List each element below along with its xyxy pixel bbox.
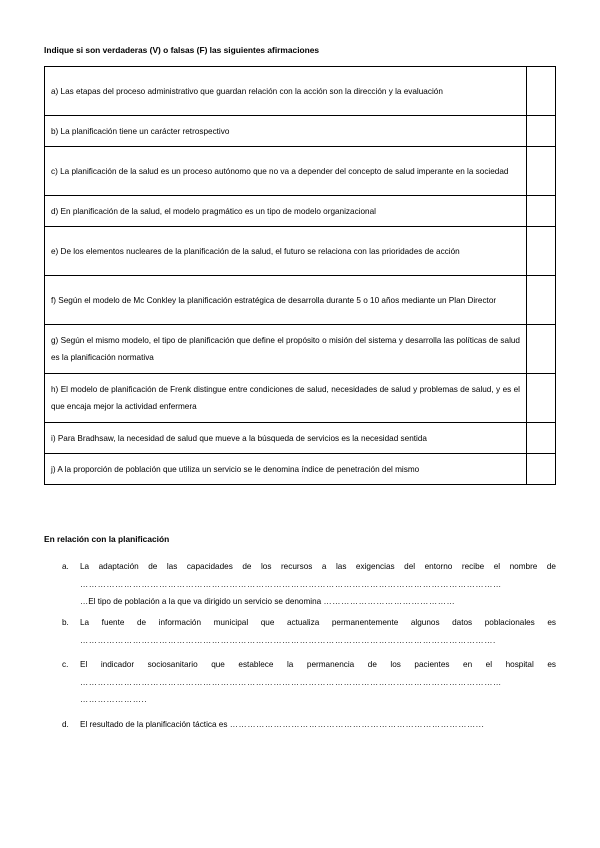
statement-cell: g) Según el mismo modelo, el tipo de planificación que define el propósito o misión del sistema y desarrolla las políticas de salud es la planificación normativa	[45, 325, 527, 374]
answer-blank[interactable]: …………………………………………………………………………...	[229, 720, 485, 729]
item-text: …El tipo de población a la que va dirigido un servicio se denomina	[80, 597, 322, 606]
answer-cell[interactable]	[527, 116, 556, 147]
item-letter: c.	[62, 660, 69, 669]
statement-cell: e) De los elementos nucleares de la planificación de la salud, el futuro se relaciona con las prioridades de acción	[45, 227, 527, 276]
table-row	[45, 276, 556, 325]
item-text: La adaptación de las capacidades de los recursos a las exigencias del entorno recibe el nombre de	[80, 562, 556, 571]
item-letter: b.	[62, 618, 69, 627]
item-letter: d.	[62, 720, 69, 729]
item-text: El resultado de la planificación táctica es	[80, 720, 228, 729]
statement-cell: f) Según el modelo de Mc Conkley la planificación estratégica de desarrolla durante 5 o 10 años mediante un Plan Director	[45, 276, 527, 325]
statement-cell: d) En planificación de la salud, el modelo pragmático es un tipo de modelo organizacional	[45, 196, 527, 227]
statement-cell: j) A la proporción de población que utiliza un servicio se le denomina índice de penetración del mismo	[45, 454, 527, 485]
item-text: La fuente de información municipal que actualiza permanentemente algunos datos poblacionales es	[80, 618, 556, 627]
table-row	[45, 116, 556, 147]
answer-cell[interactable]	[527, 454, 556, 485]
answer-blank[interactable]: ………………………………………………………………………………………………………………………………	[80, 677, 502, 687]
table-row	[45, 374, 556, 423]
answer-cell[interactable]	[527, 196, 556, 227]
table-row	[45, 227, 556, 276]
statement-cell: h) El modelo de planificación de Frenk distingue entre condiciones de salud, necesidades de salud y problemas de salud, y es el que encaja mejor la actividad enfermera	[45, 374, 527, 423]
statement-cell: i) Para Bradhsaw, la necesidad de salud que mueve a la búsqueda de servicios es la necesidad sentida	[45, 423, 527, 454]
answer-cell[interactable]	[527, 67, 556, 116]
item-body	[80, 614, 556, 649]
item-body	[80, 558, 556, 611]
item-body	[80, 716, 556, 734]
table-row	[45, 147, 556, 196]
item-text: El indicador sociosanitario que establece la permanencia de los pacientes en el hospital es	[80, 660, 556, 669]
statement-cell: a) Las etapas del proceso administrativo que guardan relación con la acción son la dirección y la evaluación	[45, 67, 527, 116]
section1-title: Indique si son verdaderas (V) o falsas (F) las siguientes afirmaciones	[44, 45, 320, 55]
section2-title: En relación con la planificación	[44, 534, 170, 544]
table-row	[45, 454, 556, 485]
statement-cell: b) La planificación tiene un carácter retrospectivo	[45, 116, 527, 147]
answer-cell[interactable]	[527, 147, 556, 196]
answer-cell[interactable]	[527, 227, 556, 276]
answer-cell[interactable]	[527, 423, 556, 454]
answer-cell[interactable]	[527, 276, 556, 325]
item-letter: a.	[62, 562, 69, 571]
answer-blank[interactable]: …………………..	[80, 695, 148, 704]
table-row	[45, 67, 556, 116]
table-row	[45, 196, 556, 227]
answer-blank[interactable]: …………………………………………………………………………………………………………………………….	[80, 635, 496, 645]
table-row	[45, 423, 556, 454]
answer-blank[interactable]: ………………………………………	[323, 597, 456, 606]
answer-blank[interactable]: ………………………………………………………………………………………………………………………………	[80, 579, 502, 589]
statement-cell: c) La planificación de la salud es un proceso autónomo que no va a depender del concepto de salud imperante en la sociedad	[45, 147, 527, 196]
answer-cell[interactable]	[527, 374, 556, 423]
true-false-table	[44, 66, 556, 485]
answer-cell[interactable]	[527, 325, 556, 374]
table-row	[45, 325, 556, 374]
item-body	[80, 656, 556, 709]
